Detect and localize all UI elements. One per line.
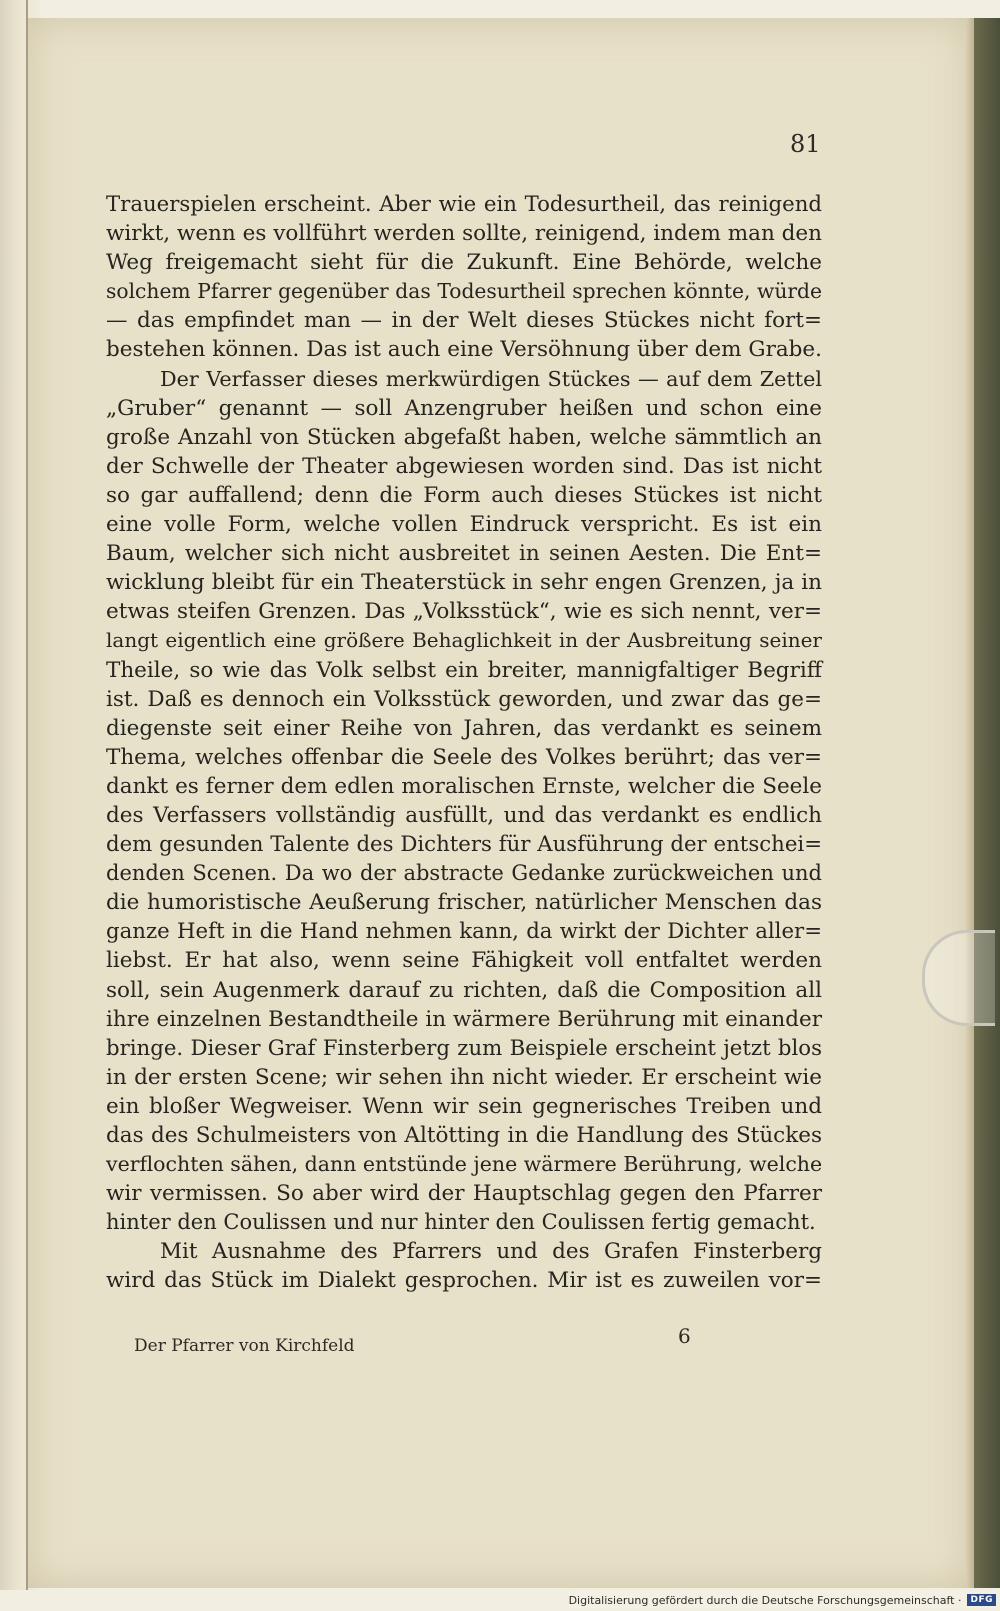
text-line: die humoristische Aeußerung frischer, natürlicher Menschen das	[106, 890, 822, 916]
text-line: dem gesunden Talente des Dichters für Ausführung der entschei=	[106, 832, 822, 858]
text-line: Theile, so wie das Volk selbst ein breiter, mannigfaltiger Begriff	[106, 657, 822, 683]
text-line: langt eigentlich eine größere Behaglichkeit in der Ausbreitung seiner	[106, 628, 822, 653]
text-line: wirkt, wenn es vollführt werden sollte, reinigend, indem man den	[106, 221, 822, 247]
text-line: denden Scenen. Da wo der abstracte Gedanke zurückweichen und	[106, 861, 822, 886]
body-text	[106, 190, 822, 1296]
text-line: das des Schulmeisters von Altötting in die Handlung des Stückes	[106, 1123, 822, 1148]
digitization-footer	[569, 1591, 996, 1609]
text-line: Trauerspielen erscheint. Aber wie ein Todesurtheil, das reinigend	[106, 192, 822, 217]
signature-row	[134, 1324, 774, 1370]
text-line: bringe. Dieser Graf Finsterberg zum Beispiele erscheint jetzt blos	[106, 1035, 822, 1061]
text-line: der Schwelle der Theater abgewiesen worden sind. Das ist nicht	[106, 453, 822, 479]
text-line: wicklung bleibt für ein Theaterstück in sehr engen Grenzen, ja in	[106, 570, 822, 596]
text-line: dankt es ferner dem edlen moralischen Ernste, welcher die Seele	[106, 773, 822, 799]
text-line: soll, sein Augenmerk darauf zu richten, daß die Composition all	[106, 977, 822, 1003]
text-line: diegenste seit einer Reihe von Jahren, das verdankt es seinem	[106, 715, 822, 741]
sheet-number: 6	[678, 1324, 691, 1348]
text-line: ein bloßer Wegweiser. Wenn wir sein gegnerisches Treiben und	[106, 1093, 822, 1119]
page-edge	[966, 18, 974, 1588]
text-line: ist. Daß es dennoch ein Volksstück geworden, und zwar das ge=	[106, 686, 822, 712]
text-line: — das empfindet man — in der Welt dieses Stückes nicht fort=	[106, 308, 822, 334]
text-line: Baum, welcher sich nicht ausbreitet in seinen Aesten. Die Ent=	[106, 541, 822, 567]
text-line: etwas steifen Grenzen. Das „Volksstück“, wie es sich nennt, ver=	[106, 599, 822, 625]
text-line: ihre einzelnen Bestandtheile in wärmere Berührung mit einander	[106, 1006, 823, 1032]
text-line: bestehen können. Das ist auch eine Versöhnung über dem Grabe.	[106, 337, 822, 363]
text-line: solchem Pfarrer gegenüber das Todesurtheil sprechen könnte, würde	[106, 279, 822, 304]
text-line: wir vermissen. So aber wird der Hauptschlag gegen den Pfarrer	[106, 1181, 822, 1207]
text-line: so gar auffallend; denn die Form auch dieses Stückes ist nicht	[106, 482, 822, 508]
text-line: Der Verfasser dieses merkwürdigen Stückes — auf dem Zettel	[160, 366, 822, 391]
text-line: in der ersten Scene; wir sehen ihn nicht wieder. Er erscheint wie	[106, 1064, 822, 1090]
text-line: eine volle Form, welche vollen Eindruck verspricht. Es ist ein	[106, 512, 822, 538]
text-line: verflochten sähen, dann entstünde jene wärmere Berührung, welche	[106, 1152, 823, 1177]
text-line: große Anzahl von Stücken abgefaßt haben, welche sämmtlich an	[106, 424, 822, 450]
page-number: 81	[790, 130, 821, 158]
dfg-logo: DFG	[967, 1594, 996, 1606]
signature-line: Der Pfarrer von Kirchfeld	[134, 1336, 355, 1356]
text-line: Weg freigemacht sieht für die Zukunft. Eine Behörde, welche	[106, 250, 822, 276]
text-line: wird das Stück im Dialekt gesprochen. Mir ist es zuweilen vor=	[106, 1268, 822, 1294]
text-line: des Verfassers vollständig ausfüllt, und das verdankt es endlich	[106, 802, 822, 828]
text-line: ganze Heft in die Hand nehmen kann, da wirkt der Dichter aller=	[106, 919, 822, 945]
footer-text: Digitalisierung gefördert durch die Deutsche Forschungsgemeinschaft ·	[568, 1593, 962, 1607]
text-line: hinter den Coulissen und nur hinter den Coulissen fertig gemacht.	[106, 1210, 816, 1235]
text-line: „Gruber“ genannt — soll Anzengruber heißen und schon eine	[106, 395, 822, 421]
book-cover-edge	[974, 18, 1000, 1588]
text-line: Thema, welches offenbar die Seele des Volkes berührt; das ver=	[106, 744, 822, 770]
text-line: Mit Ausnahme des Pfarrers und des Grafen Finsterberg	[160, 1239, 822, 1265]
text-line: liebst. Er hat also, wenn seine Fähigkeit voll entfaltet werden	[106, 948, 822, 974]
